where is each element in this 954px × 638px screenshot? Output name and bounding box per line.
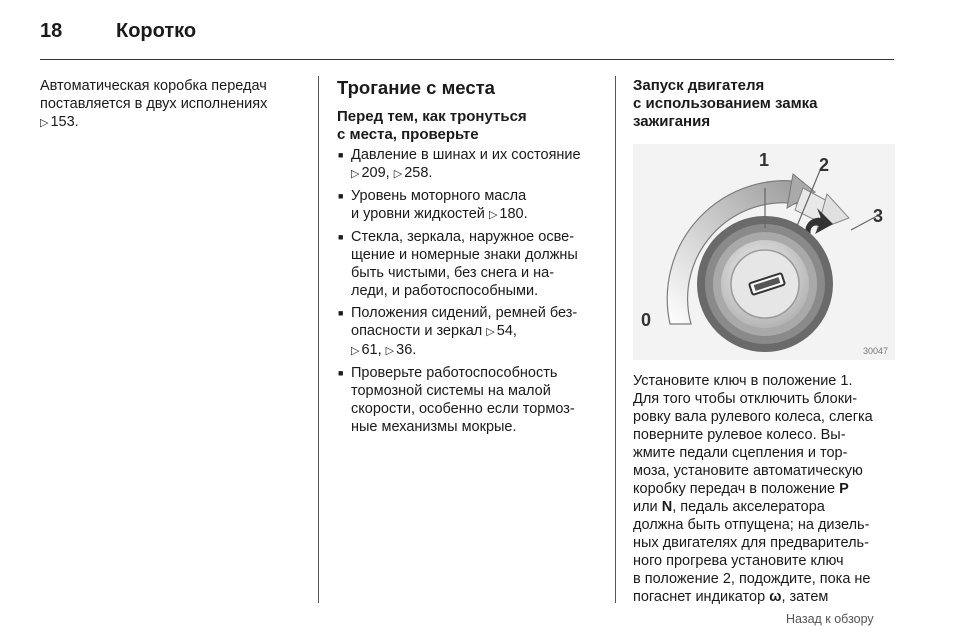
position-label: 3 <box>873 206 884 226</box>
text-line: поставляется в двух исполнениях <box>40 96 268 112</box>
page-reference[interactable]: ▷ 54, <box>486 323 517 339</box>
page-reference[interactable]: ▷ 180. <box>489 206 528 222</box>
checklist <box>337 146 605 436</box>
column-divider-1 <box>318 76 319 603</box>
text-line: жмите педали сцепления и тор- <box>633 445 848 461</box>
list-item: ■ Проверьте работоспособность тормозной системы на малой скорости, особенно если тормоз- ные механизмы мокрые. <box>337 364 605 436</box>
page-reference[interactable]: ▷ 258. <box>394 165 433 181</box>
column-divider-2 <box>615 76 616 603</box>
position-label: 1 <box>759 150 770 170</box>
glow-plug-indicator-icon: ω <box>769 589 782 605</box>
page-reference[interactable]: ▷ 153. <box>40 114 79 130</box>
text-line: Автоматическая коробка передач <box>40 78 267 94</box>
column-3-body <box>633 372 895 606</box>
text-line: погаснет индикатор ω, затем <box>633 589 829 605</box>
list-item: ■ Положения сидений, ремней без- опасности и зеркал ▷ 54, ▷ 61, ▷ 36. <box>337 304 605 360</box>
column-2 <box>337 77 605 440</box>
gear-n: N <box>661 499 673 515</box>
text-line: должна быть отпущена; на дизель- <box>633 517 870 533</box>
page-title: Коротко <box>116 20 197 42</box>
position-label: 2 <box>819 155 830 175</box>
list-item: ■ Стекла, зеркала, наружное осве- щение и номерные знаки должны быть чистыми, без снега и на- леди, и работоспособными. <box>337 228 605 300</box>
section-heading: Трогание с места <box>337 77 495 98</box>
position-label: 0 <box>641 310 652 330</box>
text-line: ных двигателях для предваритель- <box>633 535 869 551</box>
text-line: в положение 2, подождите, пока не <box>633 571 871 587</box>
page-reference[interactable]: ▷ 209, <box>351 165 390 181</box>
figure-code: 30047 <box>863 346 889 356</box>
ignition-switch-illustration <box>633 144 895 360</box>
column-3 <box>633 77 895 131</box>
page-reference[interactable]: ▷ 36. <box>386 342 417 358</box>
back-to-overview-link[interactable]: Назад к обзору <box>786 612 874 626</box>
text-line: моза, установите автоматическую <box>633 463 863 479</box>
text-line: поверните рулевое колесо. Вы- <box>633 427 846 443</box>
text-line: Установите ключ в положение 1. <box>633 373 853 389</box>
text-line: ровку вала рулевого колеса, слегка <box>633 409 873 425</box>
list-item: ■ Уровень моторного масла и уровни жидкостей ▷ 180. <box>337 187 605 224</box>
subheading: Перед тем, как тронуться с места, проверьте <box>337 108 527 143</box>
text-line: коробку передач в положение P <box>633 481 849 497</box>
ignition-switch-figure <box>633 144 895 360</box>
text-line: ного прогрева установите ключ <box>633 553 844 569</box>
section-heading: Запуск двигателя с использованием замка зажигания <box>633 77 818 130</box>
text-line: или N, педаль акселератора <box>633 499 825 515</box>
gear-p: P <box>839 481 849 497</box>
page-number: 18 <box>40 20 63 42</box>
column-1 <box>40 77 308 132</box>
header-divider <box>40 59 894 60</box>
list-item: ■ Давление в шинах и их состояние ▷ 209, ▷ 258. <box>337 146 605 183</box>
page-reference[interactable]: ▷ 61, <box>351 342 382 358</box>
text-line: Для того чтобы отключить блоки- <box>633 391 858 407</box>
